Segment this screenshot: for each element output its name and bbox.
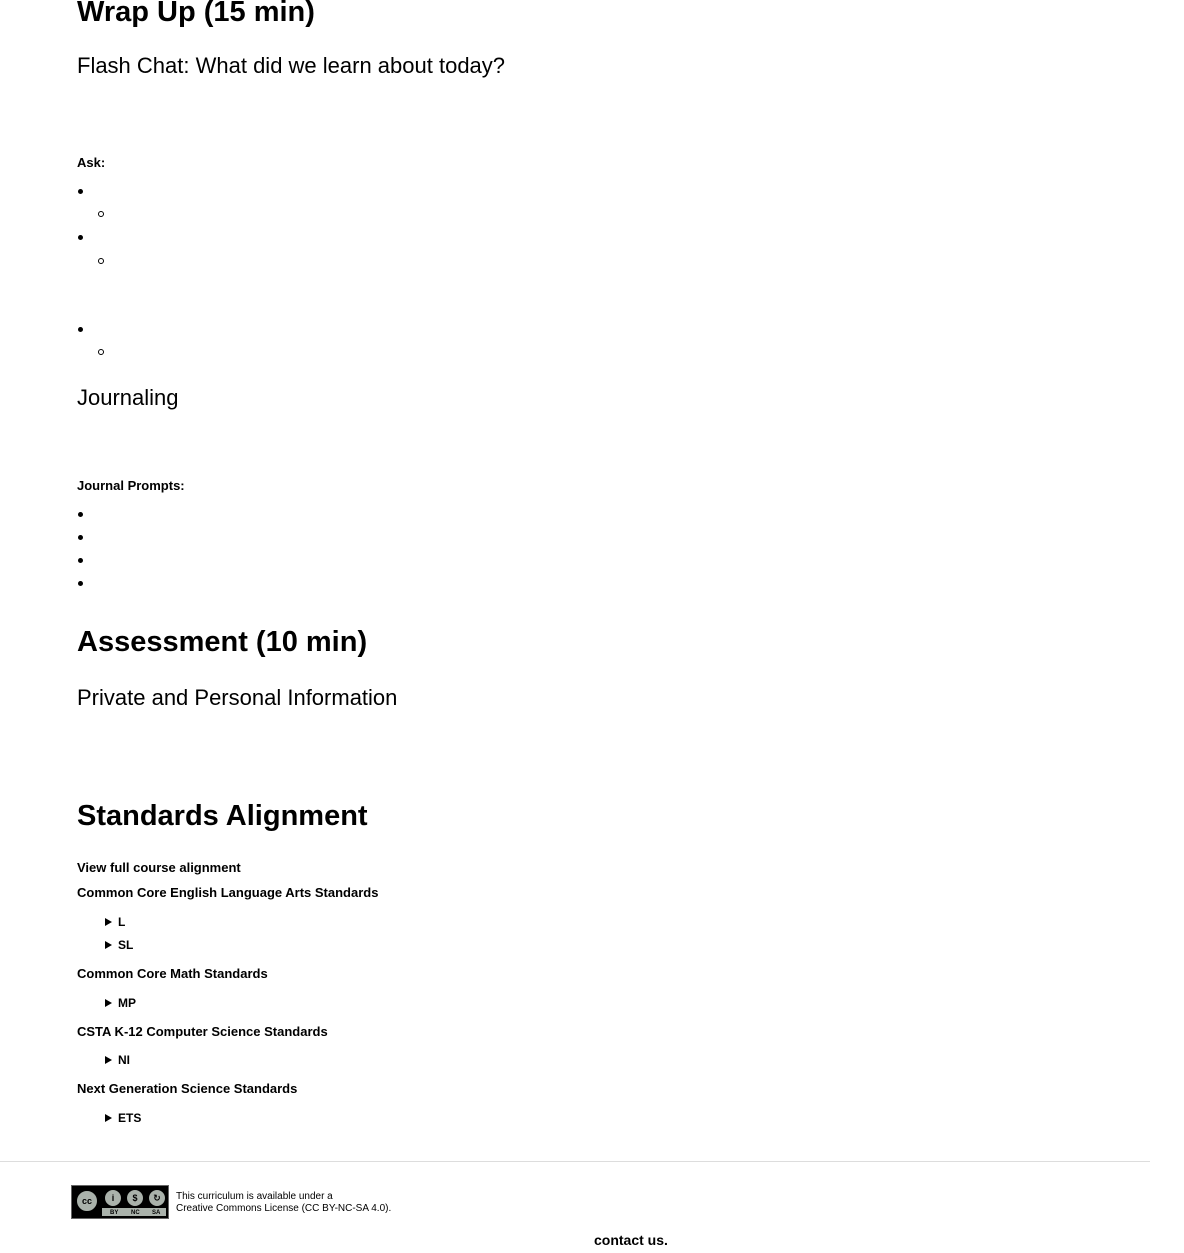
attribution-icon: i (103, 1188, 123, 1208)
standards-group-title: Common Core Math Standards (77, 966, 268, 981)
sharealike-icon: ↻ (147, 1188, 167, 1208)
cc-tag: NC (131, 1210, 140, 1216)
journal-prompts-label: Journal Prompts: (77, 478, 185, 493)
full-alignment-link[interactable]: View full course alignment (77, 860, 241, 875)
triangle-right-icon (105, 941, 112, 949)
standards-group-title: CSTA K-12 Computer Science Standards (77, 1024, 328, 1039)
footer-divider (0, 1161, 1150, 1162)
flash-chat-subheading: Flash Chat: What did we learn about today? (77, 53, 506, 78)
list-bullet (78, 235, 83, 240)
assessment-subheading: Private and Personal Information (77, 685, 398, 710)
standard-toggle-l[interactable]: L (105, 915, 125, 929)
journaling-heading: Journaling (77, 385, 179, 410)
standards-group-title: Common Core English Language Arts Standards (77, 885, 379, 900)
cc-tag: BY (110, 1210, 119, 1216)
list-bullet (78, 535, 83, 540)
triangle-right-icon (105, 1114, 112, 1122)
cc-license-badge[interactable] (71, 1185, 169, 1219)
triangle-right-icon (105, 1056, 112, 1064)
triangle-right-icon (105, 918, 112, 926)
contact-link[interactable]: contact us. (594, 1232, 668, 1248)
list-bullet (78, 512, 83, 517)
noncommercial-icon: $ (125, 1188, 145, 1208)
list-subbullet (98, 211, 104, 217)
ask-label: Ask: (77, 155, 106, 170)
standard-toggle-ni[interactable]: NI (105, 1053, 130, 1067)
list-bullet (78, 581, 83, 586)
creative-commons-icon: cc (75, 1189, 99, 1213)
list-bullet (78, 558, 83, 563)
list-subbullet (98, 349, 104, 355)
license-link[interactable]: Creative Commons License (CC BY-NC-SA 4.0). (176, 1203, 392, 1214)
list-bullet (78, 189, 83, 194)
license-line-1: This curriculum is available under a (176, 1191, 333, 1202)
standards-heading: Standards Alignment (77, 800, 368, 832)
assessment-heading: Assessment (10 min) (77, 626, 368, 658)
standard-toggle-sl[interactable]: SL (105, 938, 133, 952)
standard-toggle-ets[interactable]: ETS (105, 1111, 141, 1125)
standard-toggle-mp[interactable]: MP (105, 996, 136, 1010)
cc-tag: SA (152, 1210, 161, 1216)
license-text (176, 1191, 391, 1215)
triangle-right-icon (105, 999, 112, 1007)
standards-group-title: Next Generation Science Standards (77, 1081, 298, 1096)
list-bullet (78, 327, 83, 332)
wrap-up-heading: Wrap Up (15 min) (77, 0, 315, 28)
list-subbullet (98, 258, 104, 264)
